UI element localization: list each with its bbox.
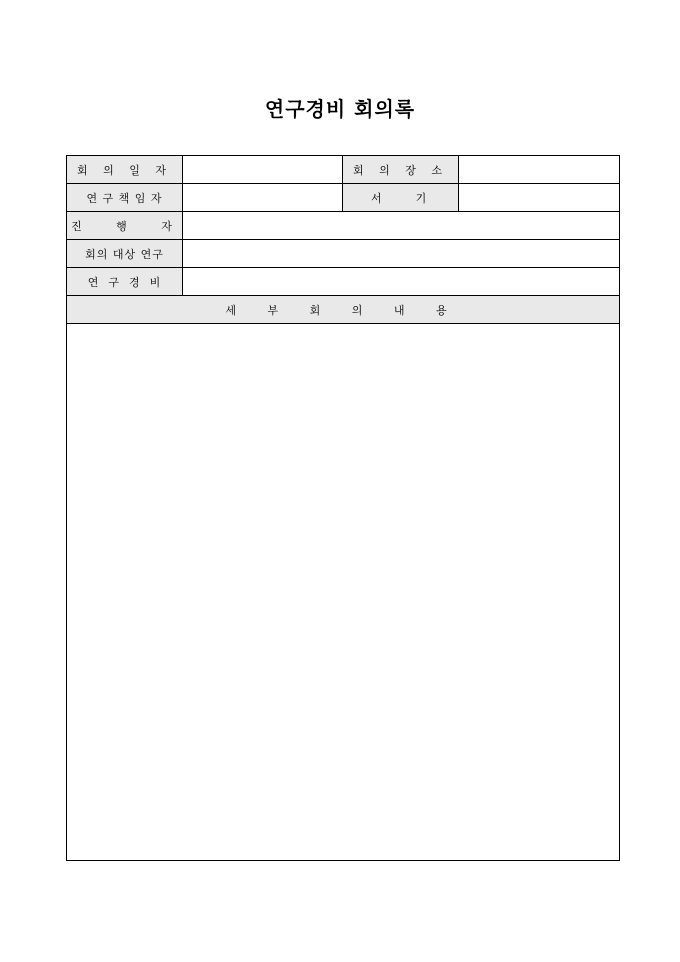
row-target-research	[67, 240, 620, 268]
row-research-cost	[67, 268, 620, 296]
secretary-field[interactable]	[459, 184, 620, 212]
row-facilitator	[67, 212, 620, 240]
meeting-details-field[interactable]	[67, 324, 620, 861]
research-lead-label: 연 구 책 임 자	[67, 184, 183, 212]
page-title: 연구경비 회의록	[264, 97, 416, 121]
meeting-date-field[interactable]	[183, 156, 343, 184]
meeting-place-field[interactable]	[459, 156, 620, 184]
row-date-place	[67, 156, 620, 184]
facilitator-field[interactable]	[183, 212, 620, 240]
research-cost-label: 연 구 경 비	[67, 268, 183, 296]
row-content	[67, 324, 620, 861]
facilitator-label: 진 행 자	[67, 212, 183, 240]
research-lead-field[interactable]	[183, 184, 343, 212]
meeting-place-label: 회 의 장 소	[343, 156, 459, 184]
row-section-header	[67, 296, 620, 324]
research-cost-field[interactable]	[183, 268, 620, 296]
secretary-label-part-1: 서	[371, 191, 388, 205]
row-lead-secretary	[67, 184, 620, 212]
secretary-label	[343, 184, 459, 212]
meeting-date-label: 회 의 일 자	[67, 156, 183, 184]
meeting-form-table	[66, 155, 620, 861]
target-research-label: 회의 대상 연구	[67, 240, 183, 268]
section-title: 세 부 회 의 내 용	[67, 296, 620, 324]
secretary-label-part-2: 기	[415, 191, 433, 205]
target-research-field[interactable]	[183, 240, 620, 268]
